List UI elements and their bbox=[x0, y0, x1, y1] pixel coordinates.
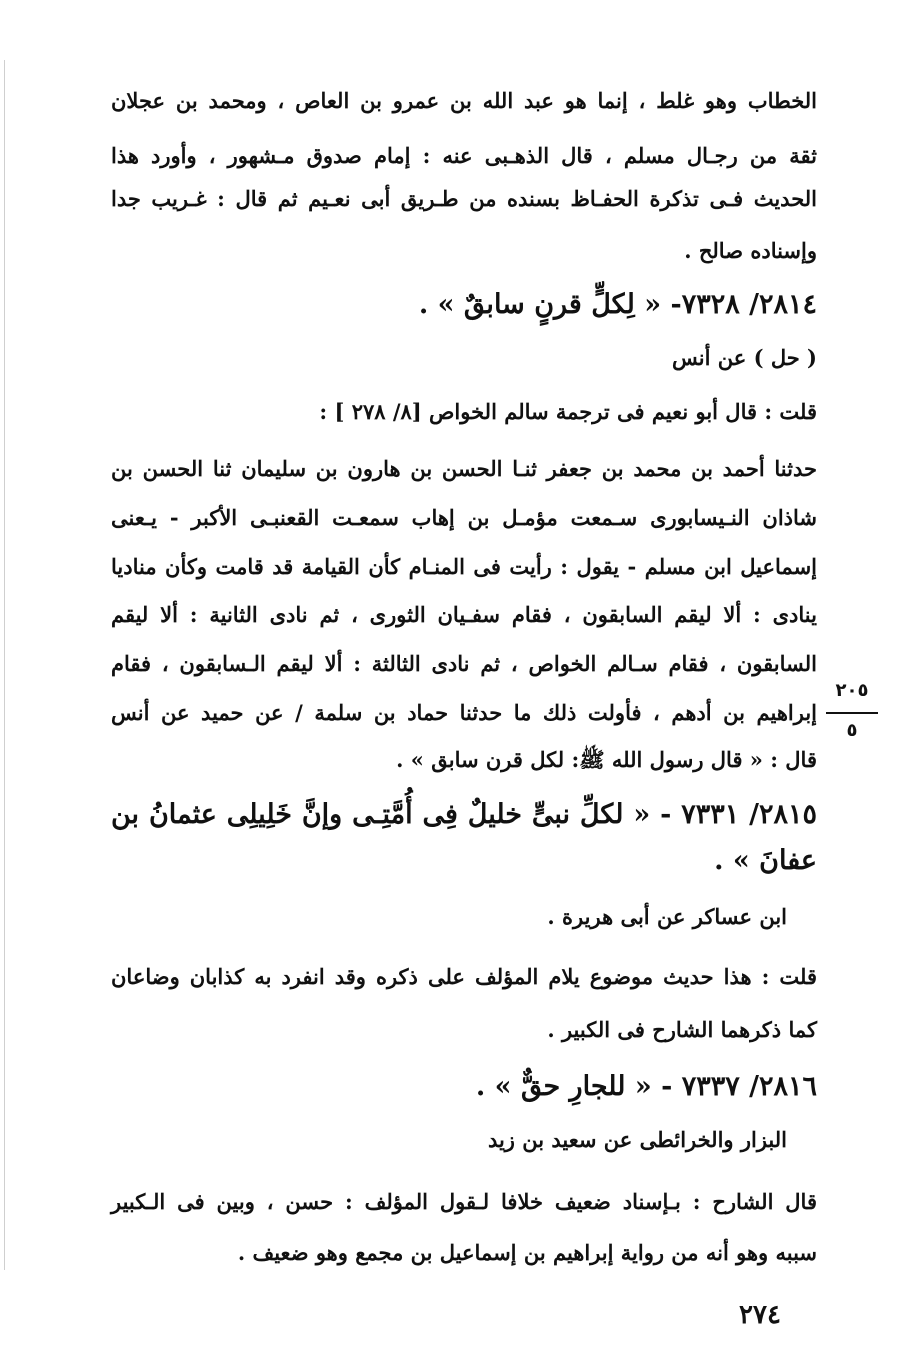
text-line: إسماعيل ابن مسلم - يقول : رأيت فى المنـام كأن القيامة قد قامت وكأن مناديا bbox=[111, 554, 817, 579]
text-line: شاذان النـيسابورى سـمعت مؤمـل بن إهاب سمعـت القعنبـى الأكبر - يـعنى bbox=[111, 505, 817, 530]
hadith-heading: ٢٨١٥/ ٧٣٣١ - « لكلِّ نبىٍّ خليلٌ فِى أُمَّتِـى وإنَّ خَلِيلِى عثمانُ بن bbox=[111, 799, 817, 830]
margin-volume-number: ٢٠٥ bbox=[835, 680, 869, 701]
source-line: ابن عساكر عن أبى هريرة . bbox=[547, 904, 787, 929]
hadith-heading: ٢٨١٦/ ٧٣٣٧ - « للجارِ حقٌّ » . bbox=[475, 1071, 817, 1102]
margin-page-ref: ٥ bbox=[846, 720, 858, 741]
scan-edge-line bbox=[4, 60, 5, 1270]
text-line: السابقون ، فقام سـالم الخواص ، ثم نادى الثالثة : ألا ليقم الـسابقون ، فقام bbox=[111, 651, 817, 676]
text-line: الخطاب وهو غلط ، إنما هو عبد الله بن عمرو بن العاص ، ومحمد بن عجلان bbox=[111, 88, 817, 113]
text-line: وإسناده صالح . bbox=[684, 238, 817, 263]
text-line: قال : « قال رسول الله ﷺ: لكل قرن سابق » . bbox=[396, 747, 817, 772]
note-line: قلت : هذا حديث موضوع يلام المؤلف على ذكره وقد انفرد به كذابان وضاعان bbox=[111, 964, 817, 989]
source-line: ( حل ) عن أنس bbox=[672, 345, 817, 370]
source-line: البزار والخرائطى عن سعيد بن زيد bbox=[487, 1127, 787, 1152]
text-line: إبراهيم بن أدهم ، فأولت ذلك ما حدثنا حماد بن سلمة / عن حميد عن أنس bbox=[111, 700, 817, 725]
text-line: الحديث فـى تذكرة الحفـاظ بسنده من طـريق أبى نعـيم ثم قال : غـريب جدا bbox=[111, 186, 817, 211]
text-line: ثقة من رجـال مسلم ، قال الذهـبى عنه : إمام صدوق مـشهور ، وأورد هذا bbox=[111, 143, 817, 168]
text-line: ينادى : ألا ليقم السابقون ، فقام سفـيان الثورى ، ثم نادى الثانية : ألا ليقم bbox=[111, 602, 817, 627]
text-line: حدثنا أحمد بن محمد بن جعفر ثنـا الحسن بن هارون بن سليمان ثنا الحسن بن bbox=[111, 456, 817, 481]
margin-divider bbox=[826, 712, 878, 714]
page-number: ٢٧٤ bbox=[739, 1300, 781, 1330]
hadith-heading-cont: عفانَ » . bbox=[714, 845, 817, 876]
text-line: قال الشارح : بـإسناد ضعيف خلافا لـقول المؤلف : حسن ، وبين فى الـكبير bbox=[111, 1189, 817, 1214]
text-line: سببه وهو أنه من رواية إبراهيم بن إسماعيل بن مجمع وهو ضعيف . bbox=[237, 1240, 817, 1265]
note-line: قلت : قال أبو نعيم فى ترجمة سالم الخواص [٨/ ٢٧٨ ] : bbox=[319, 399, 817, 424]
hadith-heading: ٢٨١٤/ ٧٣٢٨- « لِكلٍّ قرنٍ سابقٌ » . bbox=[418, 289, 817, 320]
text-line: كما ذكرهما الشارح فى الكبير . bbox=[547, 1017, 817, 1042]
